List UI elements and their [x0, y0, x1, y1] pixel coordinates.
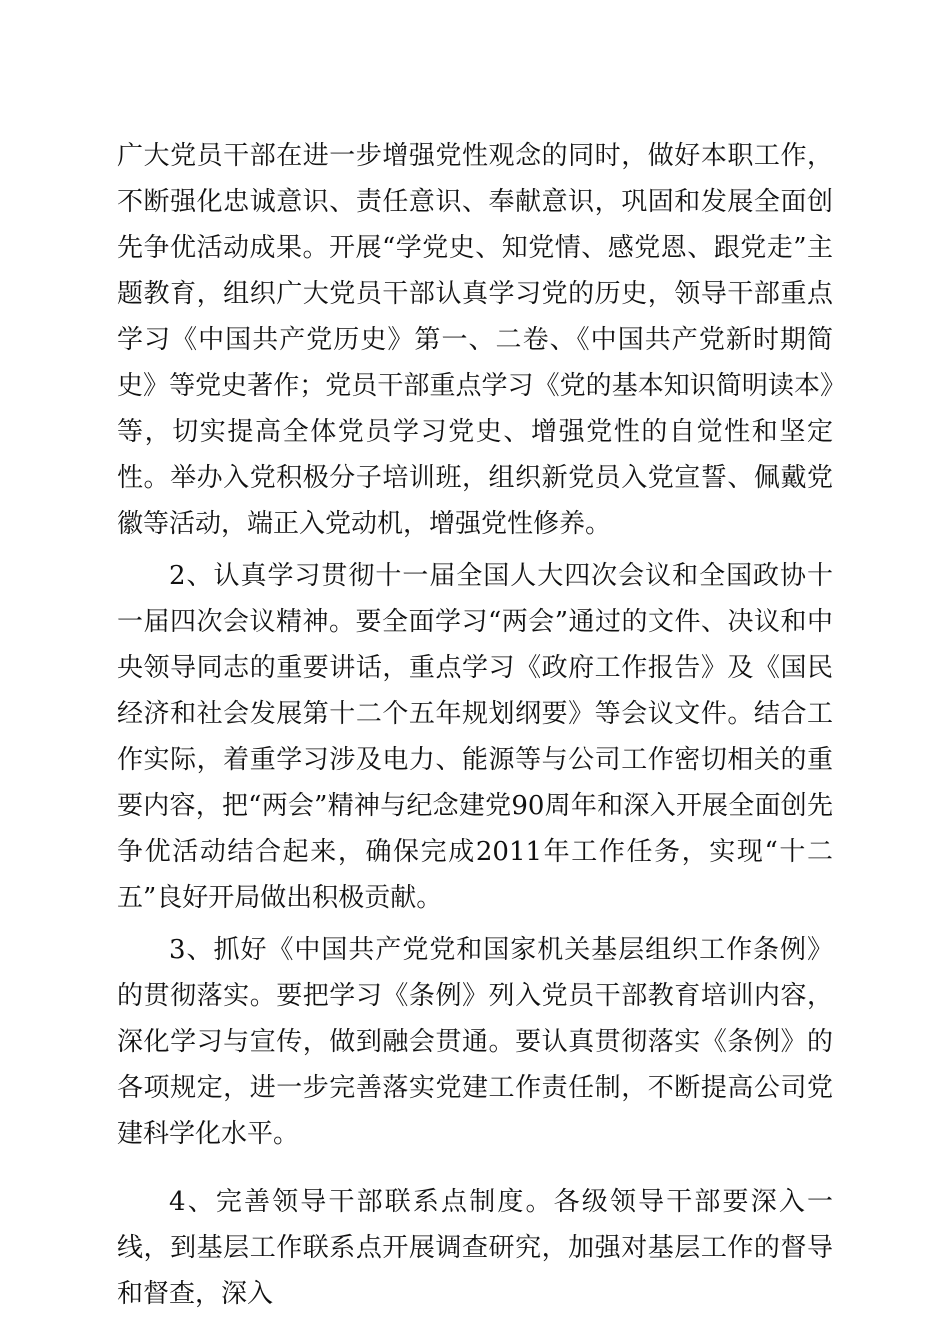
paragraph-item-4: 4、完善领导干部联系点制度。各级领导干部要深入一线，到基层工作联系点开展调查研究，加强对基层工作的督导和督查，深入 [117, 1187, 833, 1309]
paragraph-continuation: 广大党员干部在进一步增强党性观念的同时，做好本职工作，不断强化忠诚意识、责任意识、奉献意识，巩固和发展全面创先争优活动成果。开展“学党史、知党情、感党恩、跟党走”主题教育，组织广大党员干部认真学习党的历史，领导干部重点学习《中国共产党历史》第一、二卷、《中国共产党新时期简史》等党史著作；党员干部重点学习《党的基本知识简明读本》等，切实提高全体党员学习党史、增强党性的自觉性和坚定性。举办入党积极分子培训班，组织新党员入党宣誓、佩戴党徽等活动，端正入党动机，增强党性修养。 [117, 141, 833, 539]
paragraph-item-2: 2、认真学习贯彻十一届全国人大四次会议和全国政协十一届四次会议精神。要全面学习“两会”通过的文件、决议和中央领导同志的重要讲话，重点学习《政府工作报告》及《国民经济和社会发展第十二个五年规划纲要》等会议文件。结合工作实际，着重学习涉及电力、能源等与公司工作密切相关的重要内容，把“两会”精神与纪念建党90周年和深入开展全面创先争优活动结合起来，确保完成2011年工作任务，实现“十二五”良好开局做出积极贡献。 [117, 561, 833, 913]
paragraph-item-3: 3、抓好《中国共产党党和国家机关基层组织工作条例》的贯彻落实。要把学习《条例》列入党员干部教育培训内容，深化学习与宣传，做到融会贯通。要认真贯彻落实《条例》的各项规定，进一步完善落实党建工作责任制，不断提高公司党建科学化水平。 [117, 935, 833, 1149]
document-body [117, 133, 833, 1317]
